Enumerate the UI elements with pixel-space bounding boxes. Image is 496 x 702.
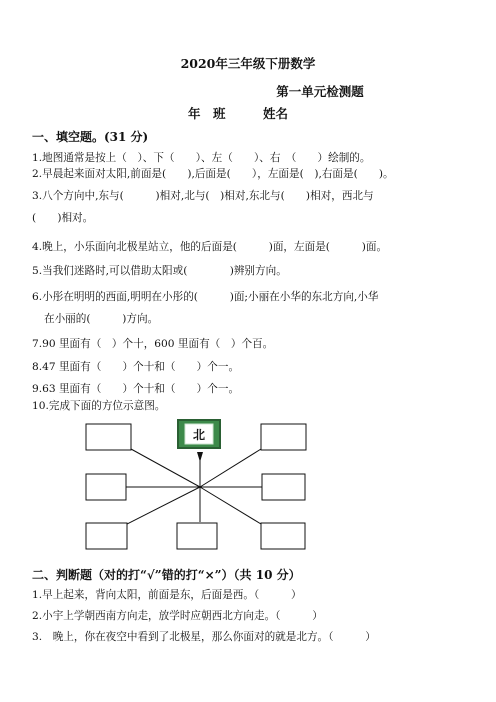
question-5: 5.当我们迷路时,可以借助太阳或( )辨别方向。 <box>32 265 287 277</box>
question-3-line-2: ( )相对。 <box>32 212 94 224</box>
north-label: 北 <box>192 428 206 442</box>
line-southeast <box>200 487 261 524</box>
question-7: 7.90 里面有（ ）个十，600 里面有（ ）个百。 <box>32 338 274 350</box>
answer-box-east[interactable] <box>262 474 305 500</box>
answer-box-southeast[interactable] <box>261 523 305 549</box>
judge-question-1: 1.早上起来，背向太阳，前面是东，后面是西。（ ） <box>32 589 302 601</box>
question-6-line-1: 6.小彤在明明的西面,明明在小彤的( )面;小丽在小华的东北方向,小华 <box>32 291 379 303</box>
line-southwest <box>127 487 200 524</box>
question-2: 2.早晨起来面对太阳,前面是( ),后面是( ），左面是( ),右面是( )。 <box>32 168 394 180</box>
judge-question-2: 2.小宇上学朝西南方向走，放学时应朝西北方向走。（ ） <box>32 610 323 622</box>
page-title: 2020年三年级下册数学 <box>180 56 316 71</box>
answer-box-south[interactable] <box>177 523 217 549</box>
question-4: 4.晚上，小乐面向北极星站立，他的后面是( )面，左面是( )面。 <box>32 241 388 253</box>
page-subtitle: 第一单元检测题 <box>276 84 364 99</box>
question-8: 8.47 里面有（ ）个十和（ ）个一。 <box>32 361 240 373</box>
question-9: 9.63 里面有（ ）个十和（ ）个一。 <box>32 383 240 395</box>
class-name-line: 年 班 姓名 <box>187 106 288 121</box>
answer-box-west[interactable] <box>86 474 126 500</box>
judge-question-3: 3. 晚上，你在夜空中看到了北极星，那么你面对的就是北方。（ ） <box>32 631 376 643</box>
line-northwest <box>131 449 200 487</box>
question-3-line-1: 3.八个方向中,东与( )相对,北与( )相对,东北与( )相对，西北与 <box>32 190 374 202</box>
question-1: 1.地图通常是按上（ ）、下（ ）、左（ ）、右 （ ）绘制的。 <box>32 152 371 164</box>
section-true-false-heading: 二、判断题（对的打“√”错的打“×”）（共 10 分） <box>32 568 301 582</box>
line-northeast <box>200 449 261 487</box>
answer-box-southwest[interactable] <box>86 523 127 549</box>
north-pointer-icon <box>197 452 203 462</box>
question-10: 10.完成下面的方位示意图。 <box>32 400 166 412</box>
answer-box-northwest[interactable] <box>86 424 131 450</box>
answer-box-northeast[interactable] <box>261 424 306 450</box>
section-fill-in-heading: 一、填空题。(31 分) <box>32 130 149 144</box>
question-6-line-2: 在小丽的( )方向。 <box>44 313 159 325</box>
